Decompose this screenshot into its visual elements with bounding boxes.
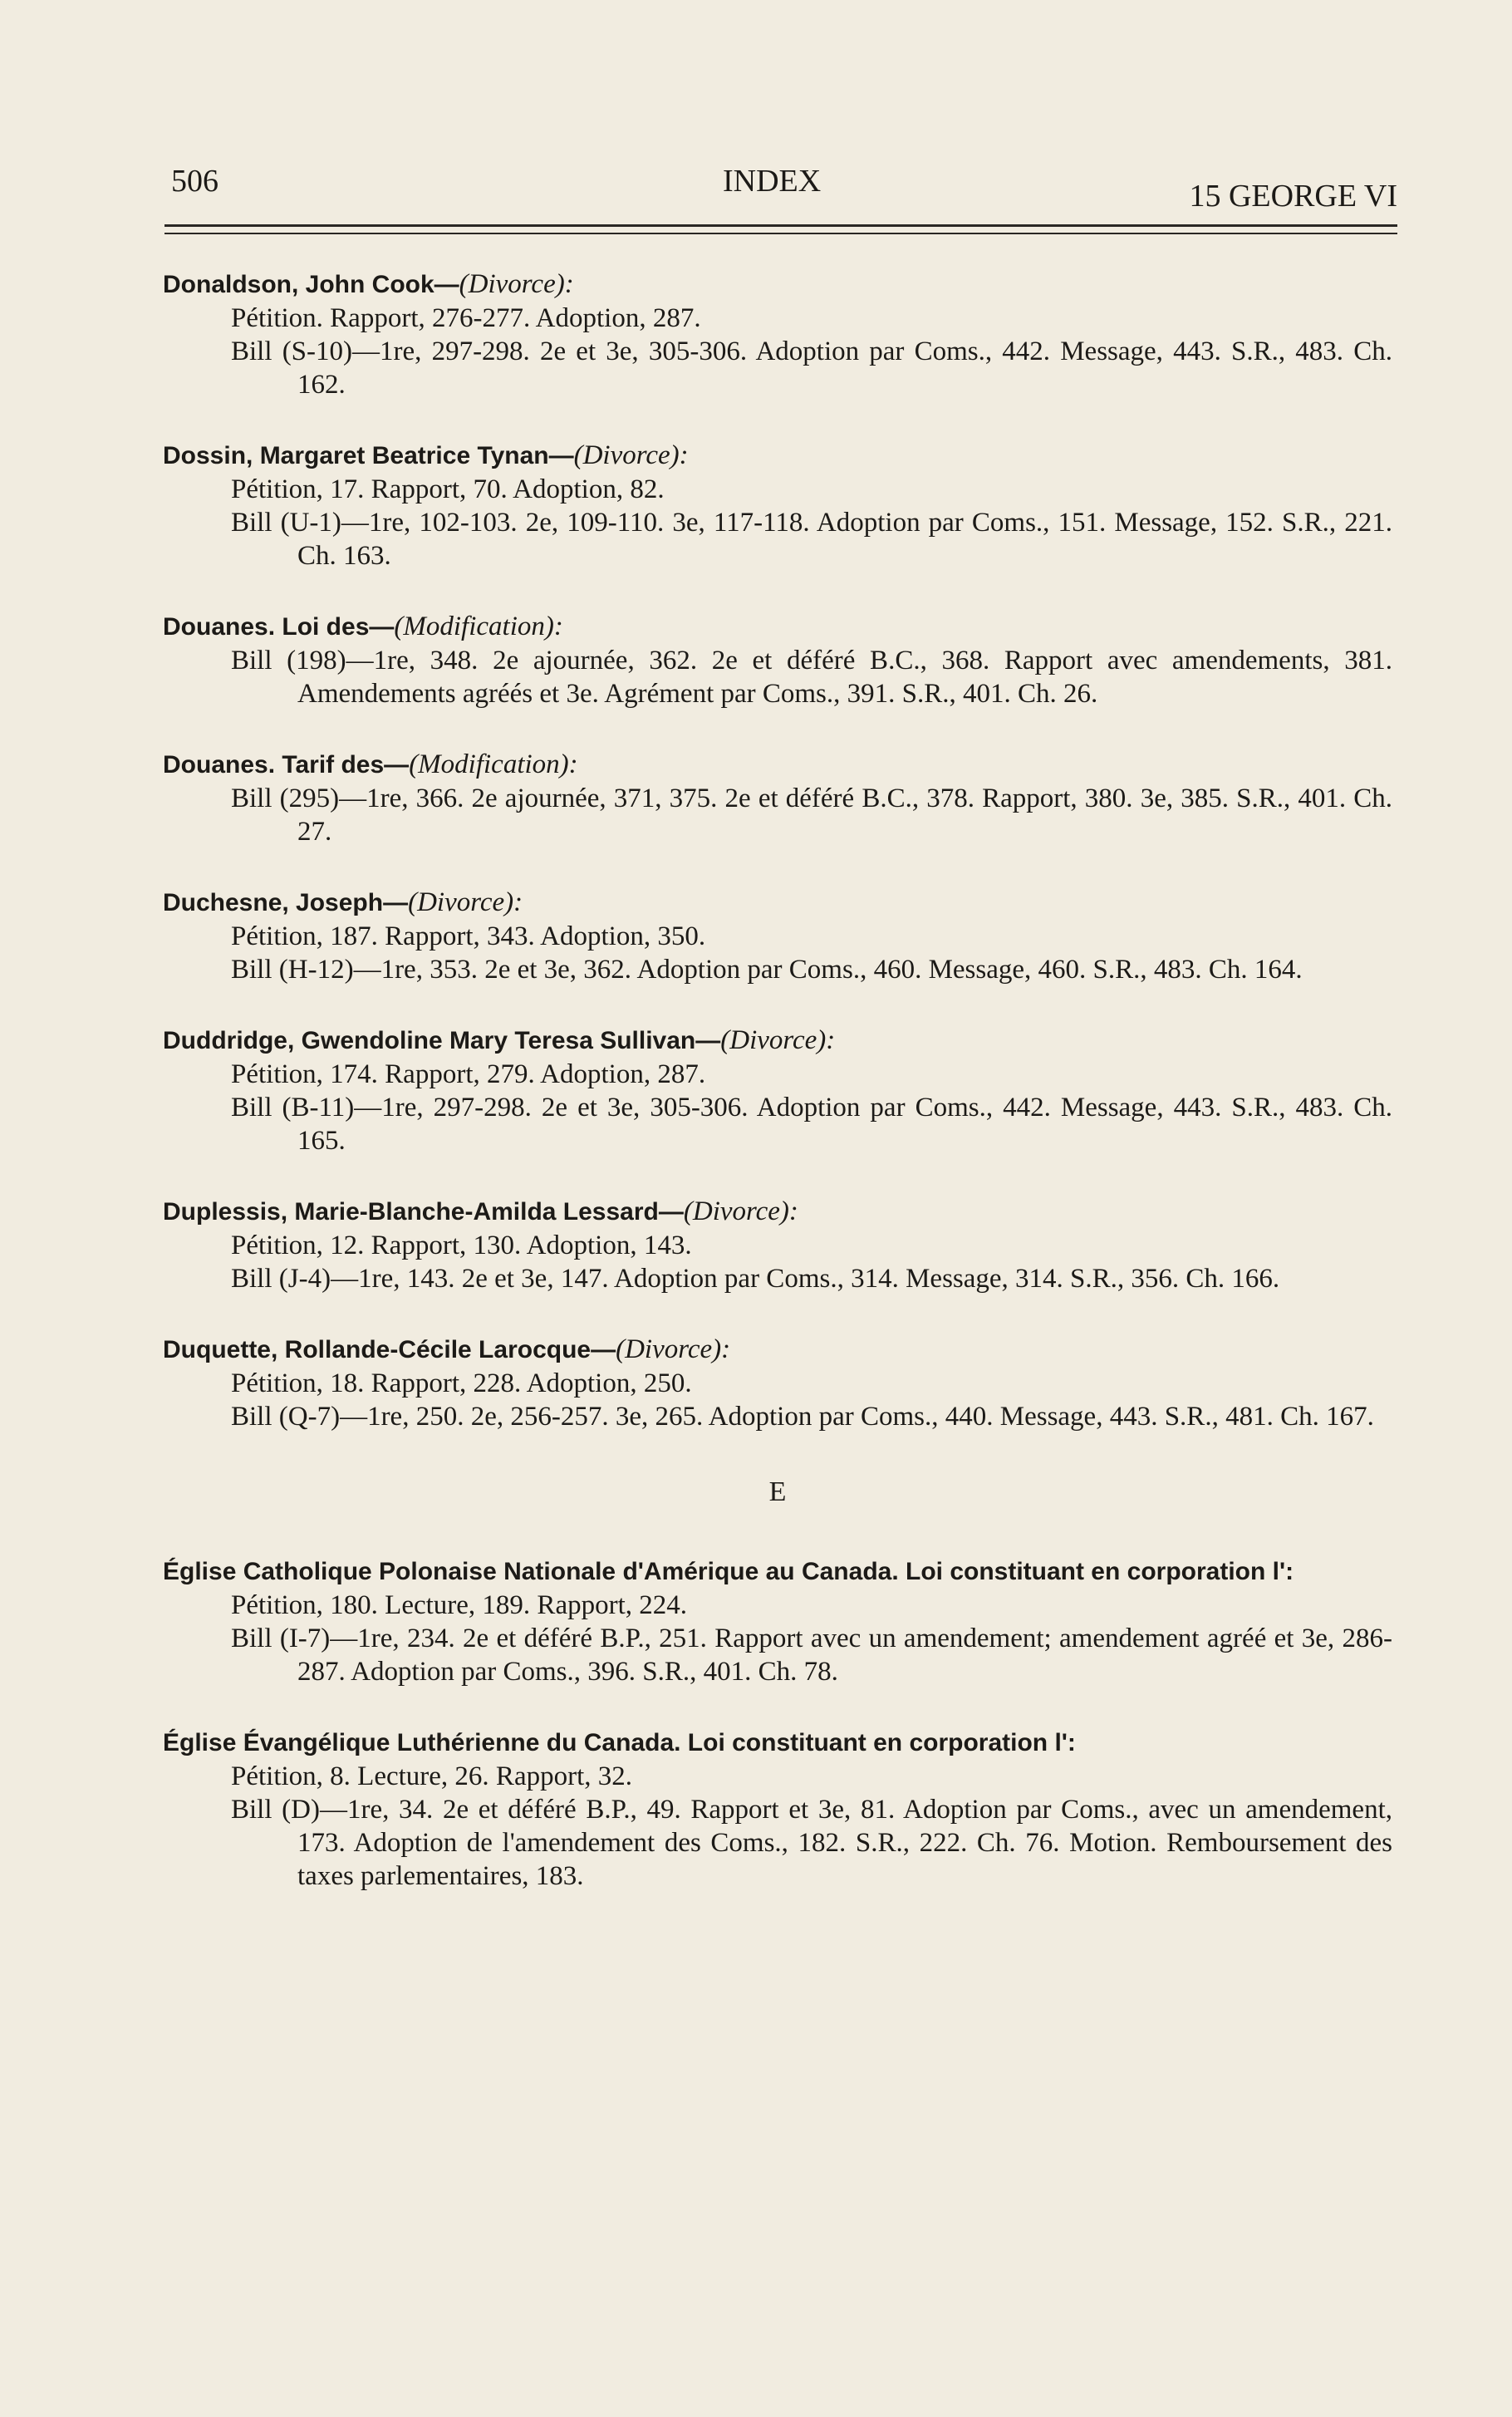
index-content — [163, 268, 1392, 1930]
entry-title: Donaldson, John Cook— — [163, 271, 459, 298]
running-head-right: 15 GEORGE VI — [1189, 179, 1397, 214]
page-number: 506 — [171, 164, 218, 199]
entry-title: Église Évangélique Luthérienne du Canada. Loi constituant en corporation l': — [163, 1729, 1076, 1756]
section-e-entries — [163, 1555, 1392, 1893]
entry-title: Duddridge, Gwendoline Mary Teresa Sullivan— — [163, 1027, 721, 1054]
entry-detail: Pétition, 18. Rapport, 228. Adoption, 250. — [231, 1368, 692, 1398]
entry-suffix: (Divorce): — [683, 1196, 798, 1226]
entry-title: Duplessis, Marie-Blanche-Amilda Lessard— — [163, 1198, 684, 1226]
entry-heading — [163, 1726, 1392, 1760]
entry-heading — [163, 886, 1392, 920]
entry-title: Duchesne, Joseph— — [163, 889, 409, 916]
entry-detail: Bill (S-10)—1re, 297-298. 2e et 3e, 305-306. Adoption par Coms., 442. Message, 443. S.R., 483. Ch. 162. — [231, 337, 1392, 400]
index-entry — [163, 886, 1392, 986]
entry-suffix: (Divorce): — [616, 1334, 731, 1364]
index-entry — [163, 439, 1392, 572]
header-rule — [164, 224, 1397, 227]
index-entry — [163, 1555, 1392, 1688]
entry-detail: Pétition, 174. Rapport, 279. Adoption, 287. — [231, 1059, 706, 1089]
entry-heading — [163, 268, 1392, 302]
entry-detail: Pétition, 187. Rapport, 343. Adoption, 350. — [231, 921, 706, 951]
entry-title: Douanes. Tarif des— — [163, 751, 410, 779]
entry-detail: Bill (198)—1re, 348. 2e ajournée, 362. 2e et déféré B.C., 368. Rapport avec amendements, 381. Amendements agréés et 3e. Agrément par Coms., 391. S.R., 401. Ch. 26. — [231, 646, 1392, 709]
entry-detail: Pétition, 12. Rapport, 130. Adoption, 143. — [231, 1231, 692, 1260]
entry-heading — [163, 1333, 1392, 1367]
entry-detail: Bill (J-4)—1re, 143. 2e et 3e, 147. Adoption par Coms., 314. Message, 314. S.R., 356. Ch. 166. — [231, 1264, 1280, 1294]
entry-heading — [163, 1024, 1392, 1058]
entry-suffix: (Modification): — [409, 749, 578, 779]
entry-detail: Bill (H-12)—1re, 353. 2e et 3e, 362. Adoption par Coms., 460. Message, 460. S.R., 483. Ch. 164. — [231, 955, 1303, 985]
entry-suffix: (Divorce): — [720, 1025, 836, 1055]
entry-heading — [163, 748, 1392, 782]
entry-detail: Pétition, 17. Rapport, 70. Adoption, 82. — [231, 474, 665, 504]
entry-detail: Bill (I-7)—1re, 234. 2e et déféré B.P., 251. Rapport avec un amendement; amendement agréé et 3e, 286-287. Adoption par Coms., 396. S.R., 401. Ch. 78. — [231, 1624, 1392, 1687]
entry-detail: Pétition, 180. Lecture, 189. Rapport, 224. — [231, 1590, 687, 1620]
entry-detail: Bill (U-1)—1re, 102-103. 2e, 109-110. 3e, 117-118. Adoption par Coms., 151. Message, 152. S.R., 221. Ch. 163. — [231, 508, 1392, 571]
entry-heading — [163, 439, 1392, 473]
entry-detail: Bill (B-11)—1re, 297-298. 2e et 3e, 305-306. Adoption par Coms., 442. Message, 443. S.R., 483. Ch. 165. — [231, 1093, 1392, 1156]
index-entry — [163, 1726, 1392, 1893]
entry-suffix: (Divorce): — [408, 887, 523, 917]
index-entry — [163, 1333, 1392, 1433]
entry-heading — [163, 1195, 1392, 1229]
entry-title: Église Catholique Polonaise Nationale d'Amérique au Canada. Loi constituant en corporation l': — [163, 1558, 1294, 1585]
entry-suffix: (Modification): — [394, 612, 563, 641]
entry-heading — [163, 1555, 1392, 1589]
entry-heading — [163, 610, 1392, 644]
entry-suffix: (Divorce): — [573, 440, 689, 470]
entry-detail: Bill (Q-7)—1re, 250. 2e, 256-257. 3e, 265. Adoption par Coms., 440. Message, 443. S.R., 481. Ch. 167. — [231, 1402, 1374, 1432]
entry-title: Duquette, Rollande-Cécile Larocque— — [163, 1336, 616, 1363]
entry-detail: Bill (D)—1re, 34. 2e et déféré B.P., 49. Rapport et 3e, 81. Adoption par Coms., avec un amendement, 173. Adoption de l'amendement des Coms., 182. S.R., 222. Ch. 76. Motion. Remboursement des taxes parlementaires, 183. — [231, 1795, 1392, 1891]
entry-detail: Pétition, 8. Lecture, 26. Rapport, 32. — [231, 1761, 632, 1791]
entry-title: Douanes. Loi des— — [163, 613, 395, 641]
entry-suffix: (Divorce): — [459, 269, 574, 299]
running-title: INDEX — [723, 164, 822, 199]
index-entry — [163, 748, 1392, 848]
index-entry — [163, 1195, 1392, 1295]
entry-detail: Pétition. Rapport, 276-277. Adoption, 287. — [231, 303, 701, 333]
section-letter: E — [768, 1476, 787, 1507]
entry-title: Dossin, Margaret Beatrice Tynan— — [163, 442, 574, 469]
header-rule-thin — [164, 233, 1397, 234]
index-entry — [163, 610, 1392, 710]
entry-detail: Bill (295)—1re, 366. 2e ajournée, 371, 375. 2e et déféré B.C., 378. Rapport, 380. 3e, 385. S.R., 401. Ch. 27. — [231, 784, 1392, 847]
section-d-entries — [163, 268, 1392, 1433]
index-entry — [163, 268, 1392, 401]
index-entry — [163, 1024, 1392, 1157]
